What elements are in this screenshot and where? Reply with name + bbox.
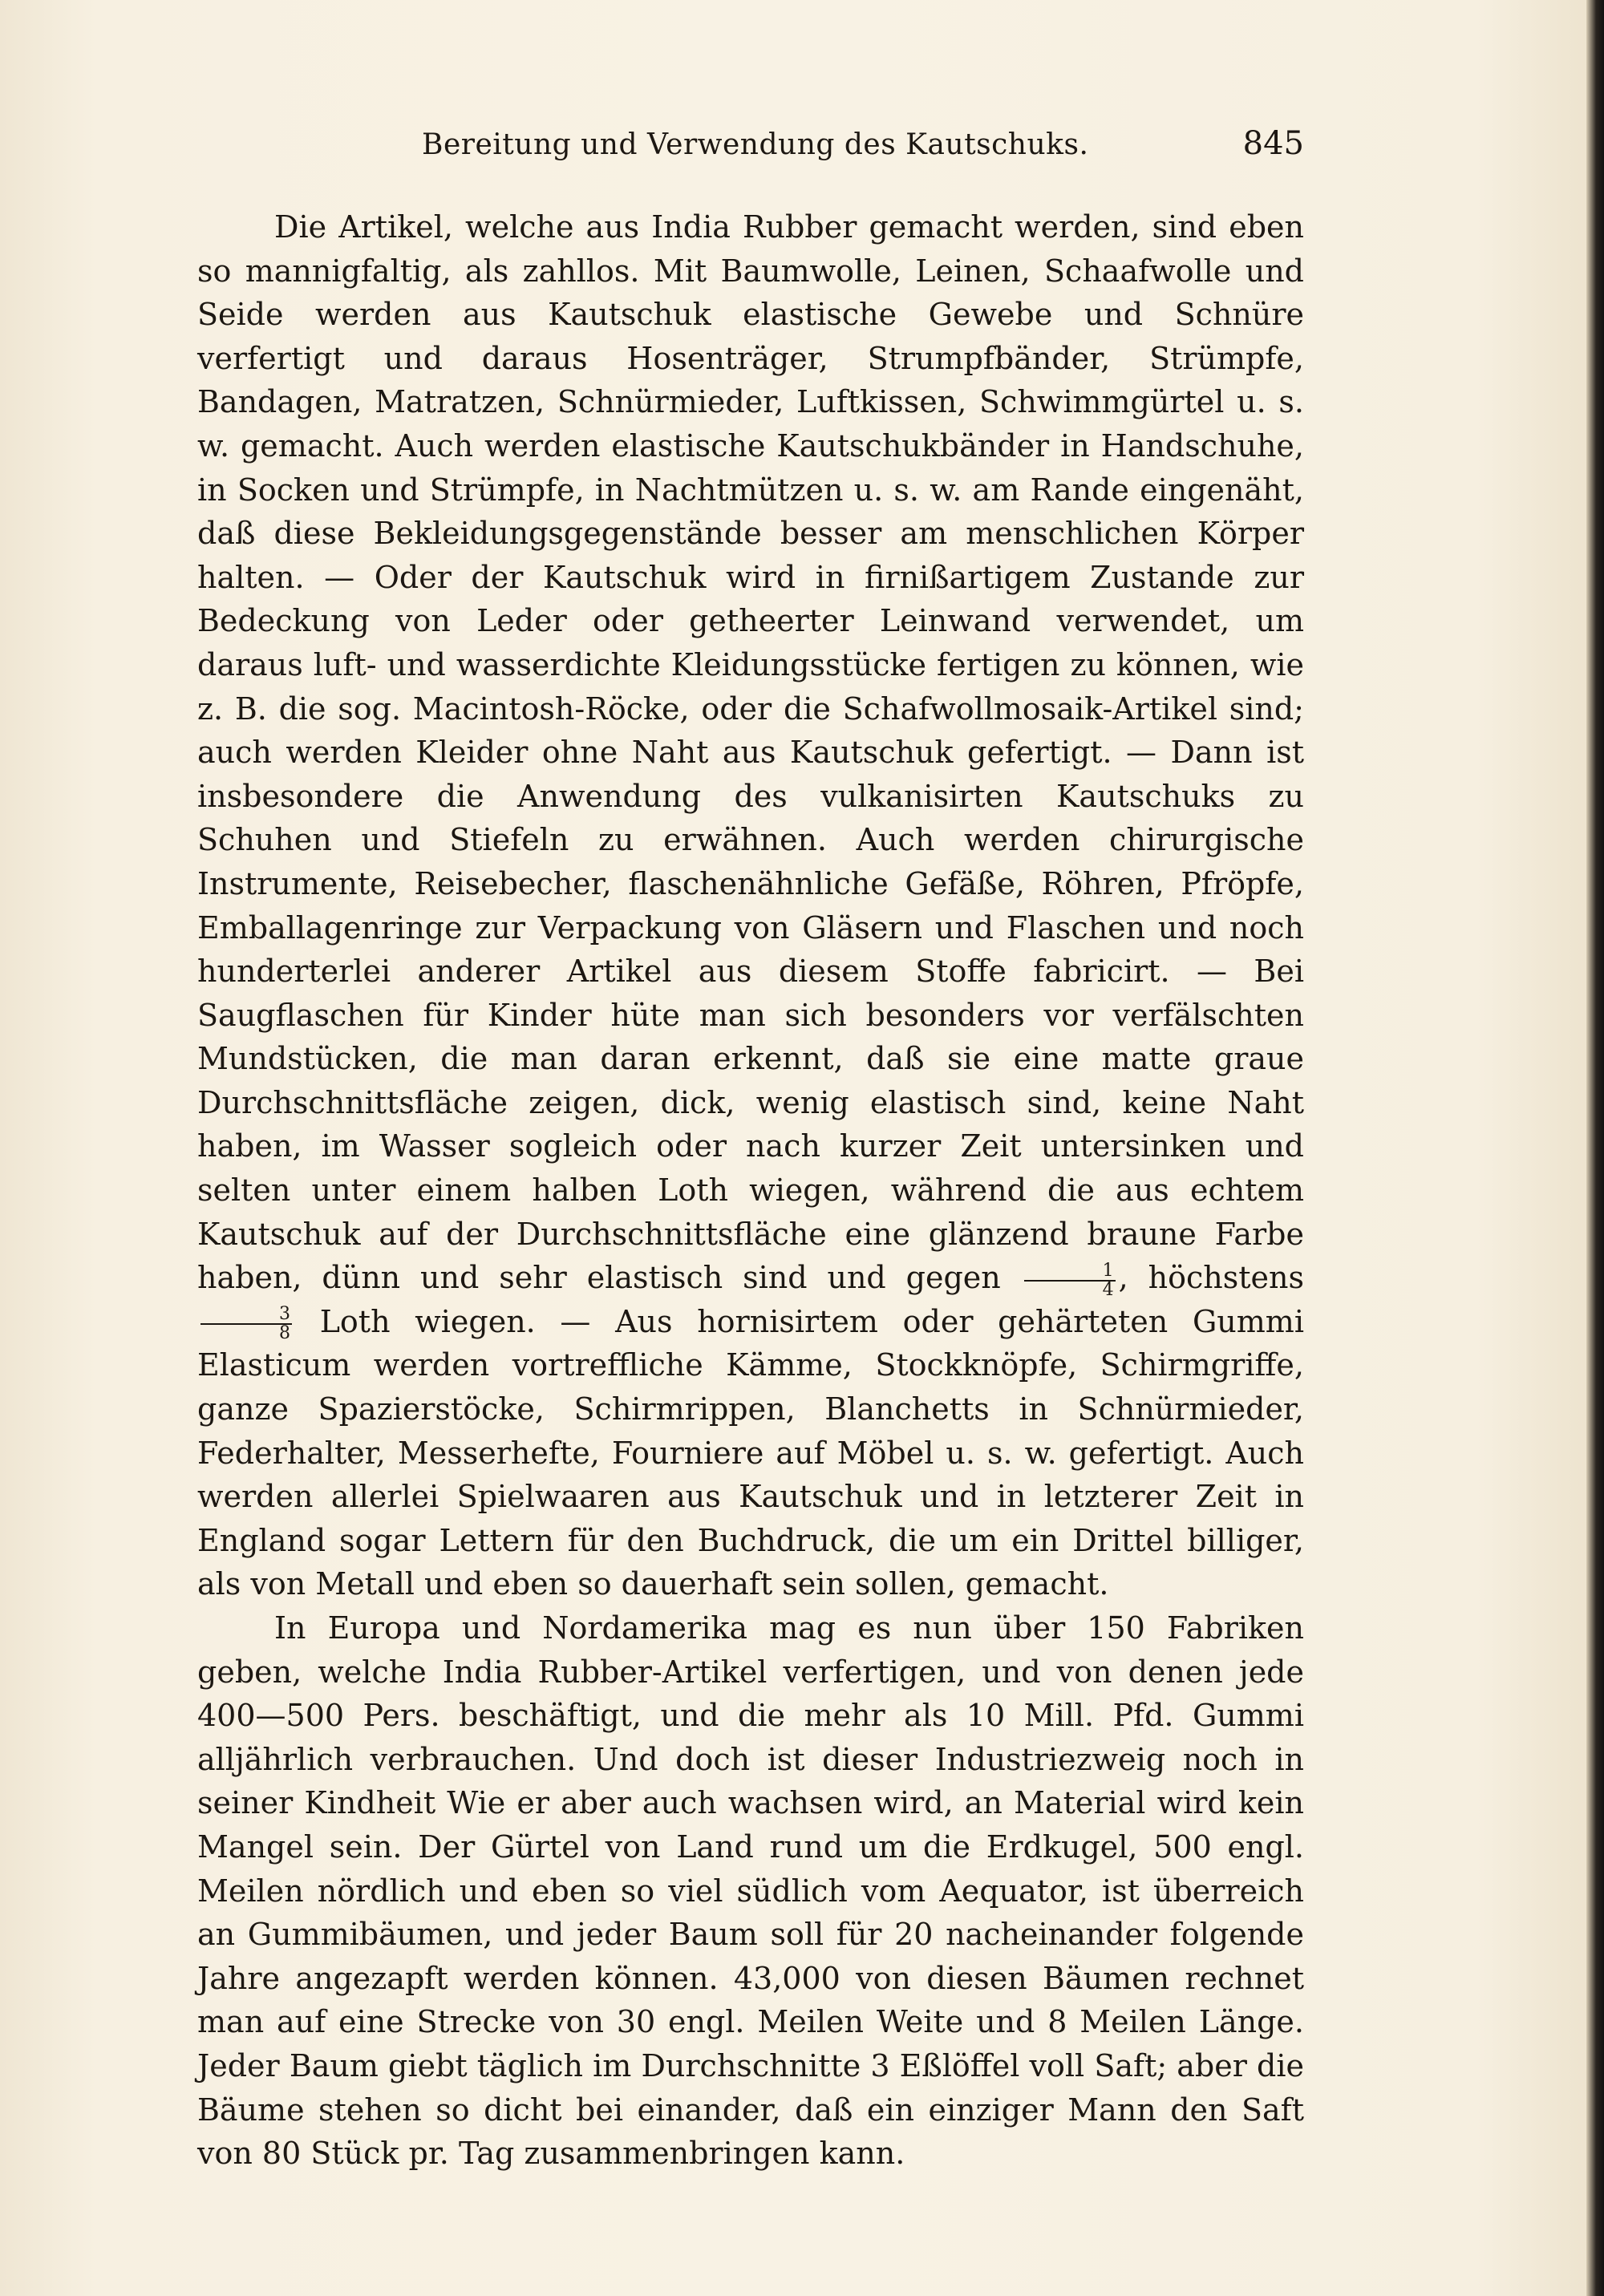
page-edge-shadow	[1586, 0, 1604, 2296]
fraction-three-eighths: $\frac{3}{8}$	[200, 1306, 292, 1342]
paragraph-1-text-b: , höchstens	[1118, 1260, 1304, 1296]
page-number: 845	[1242, 125, 1304, 162]
body-text	[197, 205, 1304, 2176]
page-header	[197, 125, 1304, 170]
paragraph-1-text-c: Loth wiegen. — Aus hornisirtem oder gehärteten Gummi Elasticum werden vortreffliche Kämme, Stockknöpfe, Schirmgriffe, ganze Spazierstöcke, Schirmrippen, Blanchetts in Schnürmieder, Federhalter, Messerhefte, Fourniere auf Möbel u. s. w. gefertigt. Auch werden allerlei Spielwaaren aus Kautschuk und in letzterer Zeit in England sogar Lettern für den Buchdruck, die um ein Drittel billiger, als von Metall und eben so dauerhaft sein sollen, gemacht.	[197, 1303, 1304, 1602]
paragraph-1-text-a: Die Artikel, welche aus India Rubber gemacht werden, sind eben so mannigfaltig, als zahllos. Mit Baumwolle, Leinen, Schaafwolle und Seide werden aus Kautschuk elastische Gewebe und Schnüre verfertigt und daraus Hosenträger, Strumpfbänder, Strümpfe, Bandagen, Matratzen, Schnürmieder, Luftkissen, Schwimmgürtel u. s. w. gemacht. Auch werden elastische Kautschukbänder in Handschuhe, in Socken und Strümpfe, in Nachtmützen u. s. w. am Rande eingenäht, daß diese Bekleidungsgegenstände besser am menschlichen Körper halten. — Oder der Kautschuk wird in firnißartigem Zustande zur Bedeckung von Leder oder getheerter Leinwand verwendet, um daraus luft- und wasserdichte Kleidungsstücke fertigen zu können, wie z. B. die sog. Macintosh-Röcke, oder die Schafwollmosaik-Artikel sind; auch werden Kleider ohne Naht aus Kautschuk gefertigt. — Dann ist insbesondere die Anwendung des vulkanisirten Kautschuks zu Schuhen und Stiefeln zu erwähnen. Auch werden chirurgische Instrumente, Reisebecher, flaschenähnliche Gefäße, Röhren, Pfröpfe, Emballagenringe zur Verpackung von Gläsern und Flaschen und noch hunderterlei anderer Artikel aus diesem Stoffe fabricirt. — Bei Saugflaschen für Kinder hüte man sich besonders vor verfälschten Mundstücken, die man daran erkennt, daß sie eine matte graue Durchschnittsfläche zeigen, dick, wenig elastisch sind, keine Naht haben, im Wasser sogleich oder nach kurzer Zeit untersinken und selten unter einem halben Loth wiegen, während die aus echtem Kautschuk auf der Durchschnittsfläche eine glänzend braune Farbe haben, dünn und sehr elastisch sind und gegen	[197, 209, 1304, 1296]
fraction-one-quarter: $\frac{1}{4}$	[1024, 1262, 1116, 1299]
paragraph-1	[197, 205, 1304, 1606]
running-head: Bereitung und Verwendung des Kautschuks.	[422, 128, 1089, 161]
paragraph-2: In Europa und Nordamerika mag es nun über 150 Fabriken geben, welche India Rubber-Artikel verfertigen, und von denen jede 400—500 Pers. beschäftigt, und die mehr als 10 Mill. Pfd. Gummi alljährlich verbrauchen. Und doch ist dieser Industriezweig noch in seiner Kindheit Wie er aber auch wachsen wird, an Material wird kein Mangel sein. Der Gürtel von Land rund um die Erdkugel, 500 engl. Meilen nördlich und eben so viel südlich vom Aequator, ist überreich an Gummibäumen, und jeder Baum soll für 20 nacheinander folgende Jahre angezapft werden können. 43,000 von diesen Bäumen rechnet man auf eine Strecke von 30 engl. Meilen Weite und 8 Meilen Länge. Jeder Baum giebt täglich im Durchschnitte 3 Eßlöffel voll Saft; aber die Bäume stehen so dicht bei einander, daß ein einziger Mann den Saft von 80 Stück pr. Tag zusammenbringen kann.	[197, 1610, 1304, 2172]
